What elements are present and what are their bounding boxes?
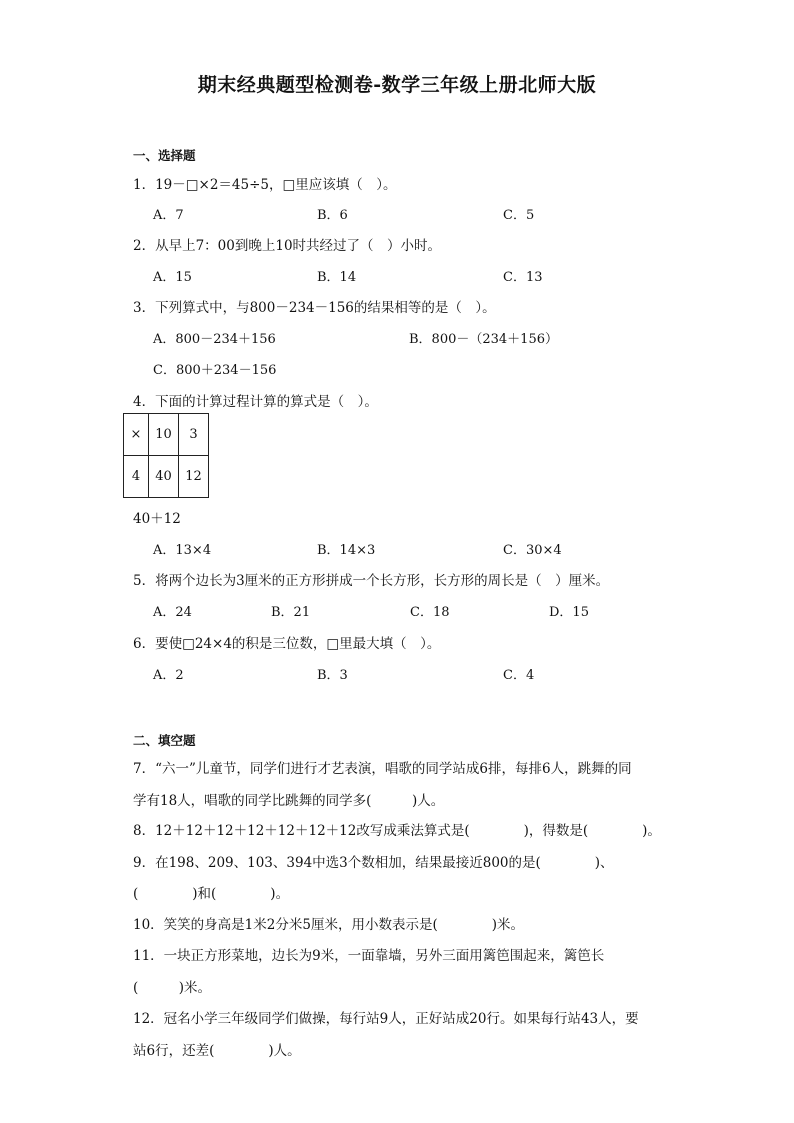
question-11-line-2: ( )米。 [133,980,212,996]
page-title: 期末经典题型检测卷-数学三年级上册北师大版 [197,74,597,96]
table-row [124,456,209,498]
question-7-line-1: 7．“六一”儿童节，同学们进行才艺表演，唱歌的同学站成6排，每排6人，跳舞的同 [133,761,632,777]
question-2-option-b: B．14 [317,270,357,285]
question-5-option-b: B．21 [271,605,311,620]
question-9-line-1: 9．在198、209、103、394中选3个数相加，结果最接近800的是( )、 [133,855,614,871]
question-5-option-c: C．18 [410,605,450,620]
question-4-option-b: B．14×3 [317,543,376,558]
question-7-line-2: 学有18人，唱歌的同学比跳舞的同学多( )人。 [133,793,445,809]
table-row [124,414,209,456]
table-cell: 40 [149,456,179,498]
question-3-option-a: A．800－234＋156 [153,332,276,347]
section-heading-fill: 二、填空题 [133,733,196,748]
question-5-stem: 5．将两个边长为3厘米的正方形拼成一个长方形，长方形的周长是（ ）厘米。 [133,573,610,589]
question-4-option-a: A．13×4 [153,543,212,558]
question-2-option-a: A．15 [153,270,192,285]
question-6-option-a: A．2 [153,668,184,683]
question-6-option-c: C．4 [503,668,535,683]
section-heading-choice: 一、选择题 [133,148,196,163]
table-cell: 10 [149,414,179,456]
multiplication-table [123,413,209,498]
question-4-stem: 4．下面的计算过程计算的算式是（ ）。 [133,394,378,410]
question-3-stem: 3．下列算式中，与800－234－156的结果相等的是（ ）。 [133,300,496,316]
question-11-line-1: 11．一块正方形菜地，边长为9米，一面靠墙，另外三面用篱笆围起来，篱笆长 [133,948,605,964]
question-1-option-a: A．7 [153,208,184,223]
question-12-line-1: 12．冠名小学三年级同学们做操，每行站9人，正好站成20行。如果每行站43人，要 [133,1011,639,1027]
question-3-option-b: B．800－（234＋156） [409,332,558,347]
question-2-stem: 2．从早上7：00到晚上10时共经过了（ ）小时。 [133,238,442,254]
question-9-line-2: ( )和( )。 [133,886,290,902]
question-1-option-c: C．5 [503,208,535,223]
question-4-sum: 40＋12 [133,511,181,527]
question-1-option-b: B．6 [317,208,348,223]
table-cell: 3 [179,414,209,456]
question-8-line-1: 8．12＋12＋12＋12＋12＋12＋12改写成乘法算式是( )，得数是( )。 [133,823,661,839]
question-6-option-b: B．3 [317,668,348,683]
table-cell: 4 [124,456,149,498]
question-10-line-1: 10．笑笑的身高是1米2分米5厘米，用小数表示是( )米。 [133,917,524,933]
question-2-option-c: C．13 [503,270,543,285]
question-6-stem: 6．要使□24×4的积是三位数，□里最大填（ ）。 [133,636,441,652]
question-5-option-d: D．15 [549,605,589,620]
question-3-option-c: C．800＋234－156 [153,363,277,378]
question-5-option-a: A．24 [153,605,192,620]
table-cell: 12 [179,456,209,498]
table-cell: × [124,414,149,456]
question-4-option-c: C．30×4 [503,543,562,558]
question-12-line-2: 站6行，还差( )人。 [133,1043,301,1059]
question-1-stem: 1．19－□×2＝45÷5，□里应该填（ ）。 [133,177,397,193]
